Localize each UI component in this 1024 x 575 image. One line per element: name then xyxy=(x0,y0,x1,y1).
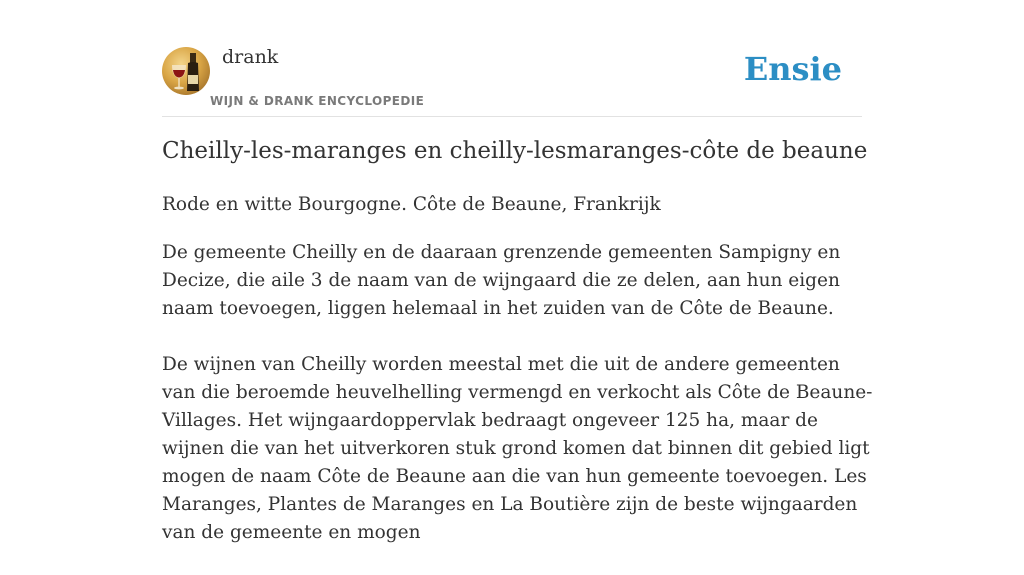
article-subtitle: Rode en witte Bourgogne. Côte de Beaune, Frankrijk xyxy=(162,194,661,215)
brand-logo-link[interactable]: Ensie xyxy=(743,50,842,88)
wine-glass-bottle-icon xyxy=(162,47,210,95)
avatar[interactable] xyxy=(162,47,210,95)
site-name[interactable]: drank xyxy=(222,46,279,68)
article-paragraph: De wijnen van Cheilly worden meestal met die uit de andere gemeenten van die beroemde heuvelhelling vermengd en verkocht als Côte de Beaune-Villages. Het wijngaardoppervlak bedraagt ongeveer 125 ha, maar de wijnen die van het uitverkoren stuk grond komen dat binnen dit gebied ligt mogen de naam Côte de Beaune aan die van hun gemeente toevoegen. Les Maranges, Plantes de Maranges en La Boutière zijn de beste wijngaarden van de gemeente en mogen xyxy=(162,354,873,543)
site-subtitle: WIJN & DRANK ENCYCLOPEDIE xyxy=(210,94,425,108)
article-title: Cheilly-les-maranges en cheilly-lesmaranges-côte de beaune xyxy=(162,138,868,164)
article-body xyxy=(162,239,874,575)
article-paragraph: De gemeente Cheilly en de daaraan grenzende gemeenten Sampigny en Decize, die aile 3 de naam van de wijngaard die ze delen, aan hun eigen naam toevoegen, liggen helemaal in het zuiden van de Côte de Beaune. xyxy=(162,242,841,319)
site-header xyxy=(162,44,862,117)
